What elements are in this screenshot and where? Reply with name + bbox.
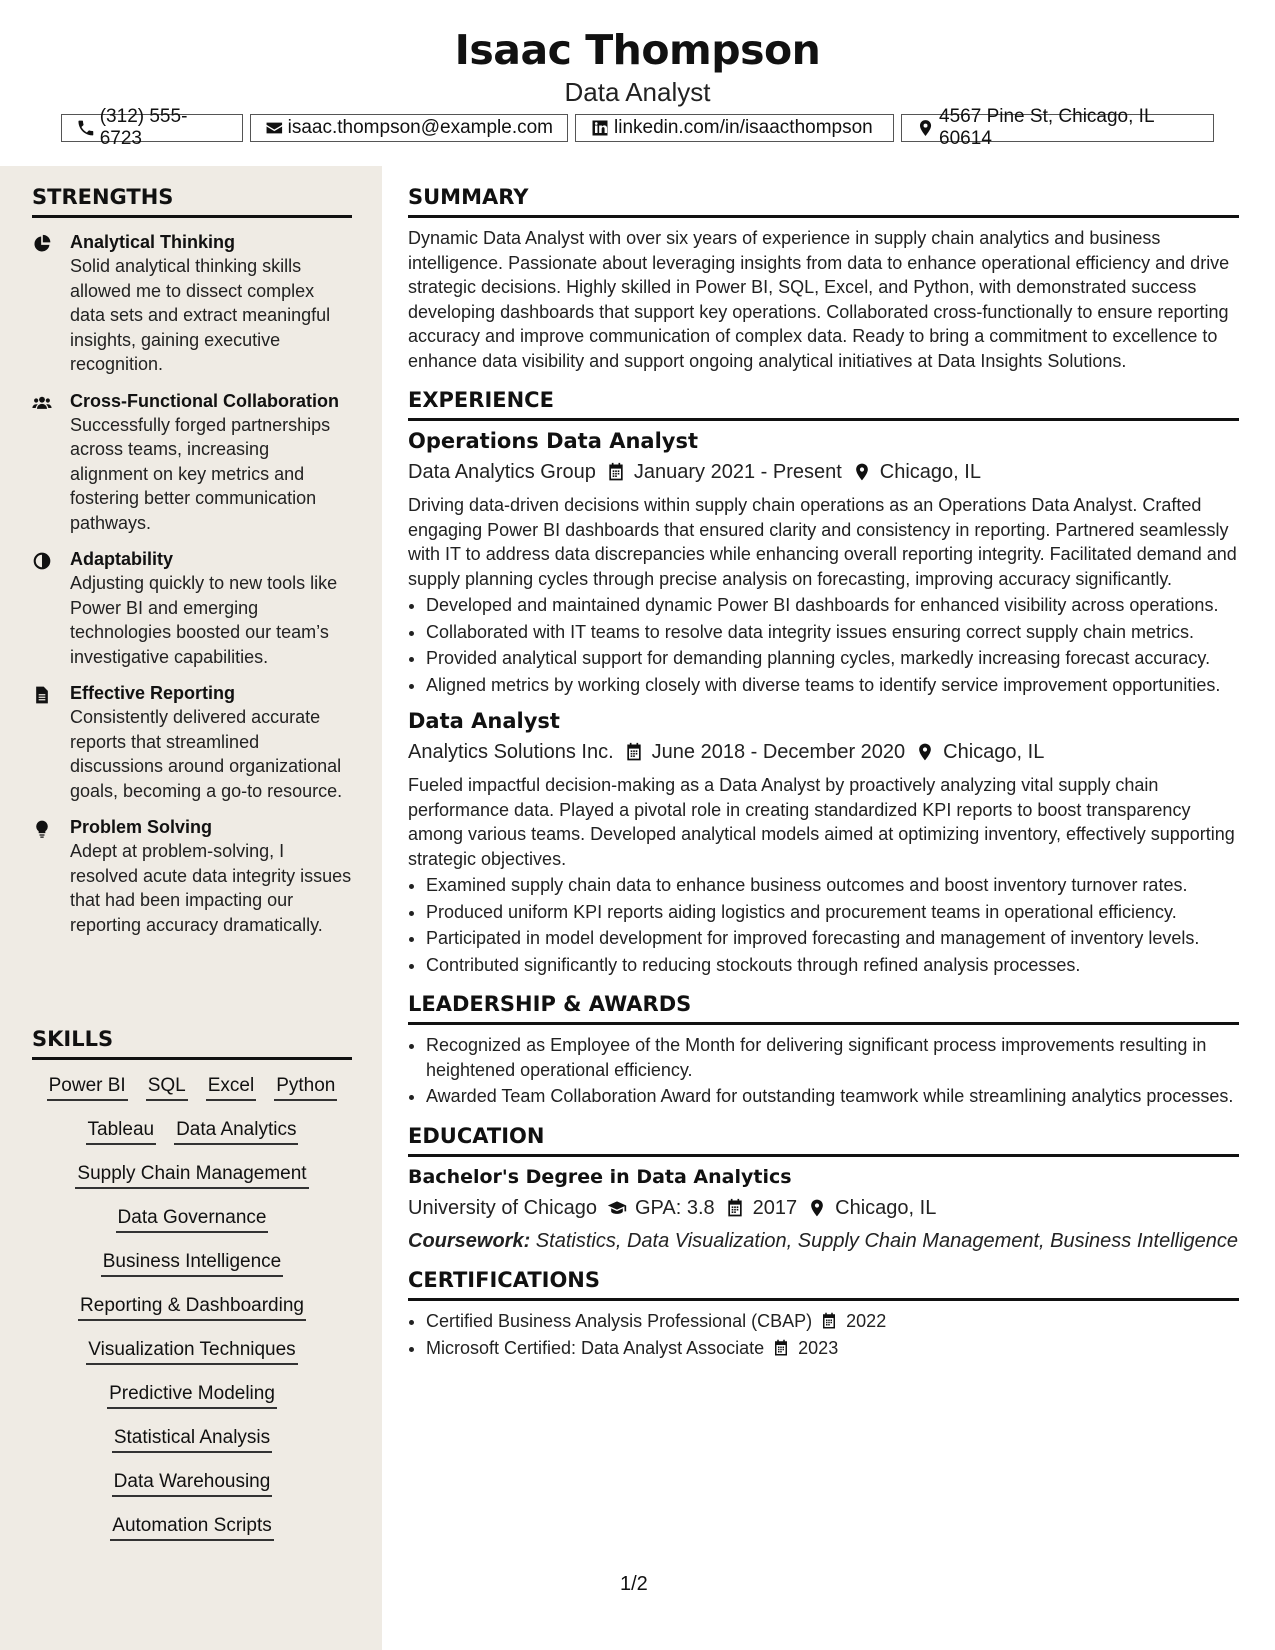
- list-item: [426, 1336, 1239, 1361]
- calendar-icon: [725, 1198, 745, 1218]
- strength-desc: Adept at problem-solving, I resolved acute data integrity issues that had been impacting our reporting accuracy dramatically.: [70, 841, 352, 935]
- strength-item: [32, 230, 352, 377]
- job-title: Operations Data Analyst: [408, 429, 699, 453]
- sidebar: [0, 166, 382, 1650]
- strength-item: [32, 389, 352, 536]
- job-company: Data Analytics Group: [408, 461, 596, 483]
- degree-title: Bachelor's Degree in Data Analytics: [408, 1165, 792, 1188]
- strength-title: Effective Reporting: [70, 683, 236, 703]
- job-location: Chicago, IL: [879, 461, 981, 483]
- gpa-text: GPA: 3.8: [634, 1196, 715, 1219]
- education-meta: [408, 1193, 1239, 1223]
- certifications-heading: CERTIFICATIONS: [408, 1267, 1239, 1301]
- leadership-section: [408, 991, 1239, 1109]
- leadership-heading: LEADERSHIP & AWARDS: [408, 991, 1239, 1025]
- map-pin-icon: [807, 1198, 827, 1218]
- job-title: Data Analyst: [408, 709, 560, 733]
- skills-list: [32, 1074, 352, 1541]
- job-dates: January 2021 - Present: [633, 461, 842, 483]
- calendar-icon: [772, 1339, 790, 1357]
- calendar-icon: [606, 462, 626, 482]
- job-entry: [408, 427, 1239, 697]
- lightbulb-icon: [32, 819, 52, 839]
- list-item: • Developed and maintained dynamic Power BI dashboards for enhanced visibility across operations.: [426, 593, 1239, 618]
- candidate-title: Data Analyst: [564, 77, 711, 107]
- main-column: [408, 166, 1239, 1362]
- resume-header: [0, 0, 1275, 108]
- skill-tag: Business Intelligence: [101, 1250, 284, 1277]
- skill-tag: Excel: [206, 1074, 256, 1101]
- job-description: Fueled impactful decision-making as a Data Analyst by proactively analyzing vital supply chain performance data. Played a pivotal role in creating standardized KPI reports to boost transparency among various teams. Developed analytical models aimed at optimizing inventory, effectively supporting strategic objectives.: [408, 775, 1235, 869]
- linkedin-icon: [590, 118, 610, 138]
- strength-item: [32, 547, 352, 669]
- strength-desc: Adjusting quickly to new tools like Power BI and emerging technologies boosted our team’s investigative capabilities.: [70, 573, 338, 667]
- linkedin-contact[interactable]: [575, 114, 894, 142]
- cert-name: • Microsoft Certified: Data Analyst Associate: [426, 1337, 765, 1358]
- address-contact: [901, 106, 1214, 149]
- envelope-icon: [265, 118, 284, 138]
- education-heading: EDUCATION: [408, 1123, 1239, 1157]
- list-item: • Recognized as Employee of the Month for delivering significant process improvements resulting in heightened operational efficiency.: [426, 1033, 1239, 1082]
- job-dates: June 2018 - December 2020: [651, 741, 906, 763]
- email-contact[interactable]: [250, 114, 568, 142]
- strengths-section: [32, 184, 352, 949]
- email-text: isaac.thompson@example.com: [287, 117, 553, 138]
- file-icon: [32, 685, 52, 705]
- skill-tag: Data Analytics: [174, 1118, 298, 1145]
- address-text: 4567 Pine St, Chicago, IL 60614: [939, 106, 1154, 149]
- leadership-list: [408, 1033, 1239, 1109]
- strength-item: [32, 681, 352, 803]
- list-item: • Aligned metrics by working closely with diverse teams to identify service improvement opportunities.: [426, 673, 1239, 698]
- contact-bar: [0, 106, 1275, 149]
- job-location: Chicago, IL: [943, 741, 1045, 763]
- summary-heading: SUMMARY: [408, 184, 1239, 218]
- school-name: University of Chicago: [408, 1196, 597, 1219]
- phone-text: (312) 555-6723: [99, 106, 188, 149]
- half-circle-icon: [32, 551, 52, 571]
- certifications-list: [408, 1309, 1239, 1360]
- skill-tag: Data Warehousing: [112, 1470, 273, 1497]
- strength-desc: Successfully forged partnerships across teams, increasing alignment on key metrics and fostering better communication pathways.: [70, 414, 331, 533]
- skill-tag: Statistical Analysis: [112, 1426, 272, 1453]
- education-section: [408, 1123, 1239, 1254]
- phone-icon: [76, 118, 96, 138]
- summary-section: [408, 184, 1239, 373]
- list-item: • Awarded Team Collaboration Award for outstanding teamwork while streamlining analytics processes.: [426, 1084, 1239, 1109]
- calendar-icon: [820, 1312, 838, 1330]
- cert-year: 2022: [846, 1311, 887, 1331]
- list-item: • Contributed significantly to reducing stockouts through refined analysis processes.: [426, 953, 1239, 978]
- skills-heading: SKILLS: [32, 1026, 352, 1060]
- strength-desc: Consistently delivered accurate reports that streamlined discussions around organizational goals, becoming a go-to resource.: [70, 707, 343, 801]
- skill-tag: Data Governance: [116, 1206, 269, 1233]
- map-pin-icon: [915, 742, 935, 762]
- skills-section: [32, 1026, 352, 1541]
- skill-tag: Tableau: [86, 1118, 157, 1145]
- map-pin-icon: [916, 118, 935, 138]
- job-entry: [408, 707, 1239, 977]
- graduation-cap-icon: [607, 1198, 627, 1218]
- skill-tag: Reporting & Dashboarding: [78, 1294, 306, 1321]
- skill-tag: SQL: [146, 1074, 188, 1101]
- strength-title: Cross-Functional Collaboration: [70, 390, 340, 411]
- list-item: • Examined supply chain data to enhance business outcomes and boost inventory turnover rates.: [426, 873, 1239, 898]
- list-item: [426, 1309, 1239, 1334]
- job-meta: [408, 457, 1239, 487]
- users-icon: [32, 393, 52, 413]
- skill-tag: Visualization Techniques: [86, 1338, 297, 1365]
- job-company: Analytics Solutions Inc.: [408, 741, 614, 763]
- job-bullets: [408, 593, 1239, 697]
- linkedin-text: linkedin.com/in/isaacthompson: [614, 117, 873, 138]
- list-item: • Provided analytical support for demanding planning cycles, markedly increasing forecast accuracy.: [426, 646, 1239, 671]
- list-item: • Collaborated with IT teams to resolve data integrity issues ensuring correct supply chain metrics.: [426, 620, 1239, 645]
- map-pin-icon: [852, 462, 872, 482]
- calendar-icon: [624, 742, 644, 762]
- strength-desc: Solid analytical thinking skills allowed me to dissect complex data sets and extract meaningful insights, gaining executive recognition.: [70, 256, 331, 374]
- job-bullets: [408, 873, 1239, 977]
- certifications-section: [408, 1267, 1239, 1360]
- skill-tag: Power BI: [47, 1074, 128, 1101]
- candidate-name: Isaac Thompson: [454, 26, 821, 74]
- skill-tag: Python: [274, 1074, 337, 1101]
- strength-title: Problem Solving: [70, 817, 213, 837]
- chart-pie-icon: [32, 234, 52, 254]
- list-item: • Participated in model development for improved forecasting and management of inventory levels.: [426, 926, 1239, 951]
- education-location: Chicago, IL: [835, 1196, 937, 1219]
- phone-contact[interactable]: [61, 106, 243, 149]
- strength-title: Adaptability: [70, 549, 174, 569]
- coursework: [408, 1229, 1239, 1254]
- job-description: Driving data-driven decisions within supply chain operations as an Operations Data Analyst. Crafted engaging Power BI dashboards that ensured clarity and consistency in reporting. Partnered seamlessly with IT to address data discrepancies while enhancing overall reporting integrity. Facilitated demand and supply planning cycles through precise analysis on forecasting, improving accuracy significantly.: [408, 495, 1237, 589]
- experience-heading: EXPERIENCE: [408, 387, 1239, 421]
- skill-tag: Supply Chain Management: [75, 1162, 308, 1189]
- skill-tag: Automation Scripts: [110, 1514, 273, 1541]
- strengths-heading: STRENGTHS: [32, 184, 352, 218]
- summary-text: Dynamic Data Analyst with over six years of experience in supply chain analytics and business intelligence. Passionate about leveraging insights from data to enhance operational efficiency and drive strategic decisions. Highly skilled in Power BI, SQL, Excel, and Python, with demonstrated success developing dashboards that support key operations. Collaborated cross-functionally to ensure reporting accuracy and improve communication of complex data. Ready to bring a commitment to excellence to enhance data visibility and support ongoing analytical initiatives at Data Insights Solutions.: [408, 228, 1230, 371]
- skill-tag: Predictive Modeling: [107, 1382, 277, 1409]
- list-item: • Produced uniform KPI reports aiding logistics and procurement teams in operational efficiency.: [426, 900, 1239, 925]
- coursework-list: Statistics, Data Visualization, Supply Chain Management, Business Intelligence: [530, 1229, 1239, 1252]
- cert-name: • Certified Business Analysis Professional (CBAP): [426, 1311, 813, 1331]
- cert-year: 2023: [798, 1337, 839, 1358]
- strength-title: Analytical Thinking: [70, 232, 236, 252]
- strength-item: [32, 815, 352, 937]
- coursework-label: Coursework:: [408, 1229, 531, 1252]
- job-meta: [408, 737, 1239, 767]
- experience-section: [408, 387, 1239, 977]
- graduation-year: 2017: [752, 1196, 798, 1219]
- page-number: 1/2: [620, 1573, 648, 1595]
